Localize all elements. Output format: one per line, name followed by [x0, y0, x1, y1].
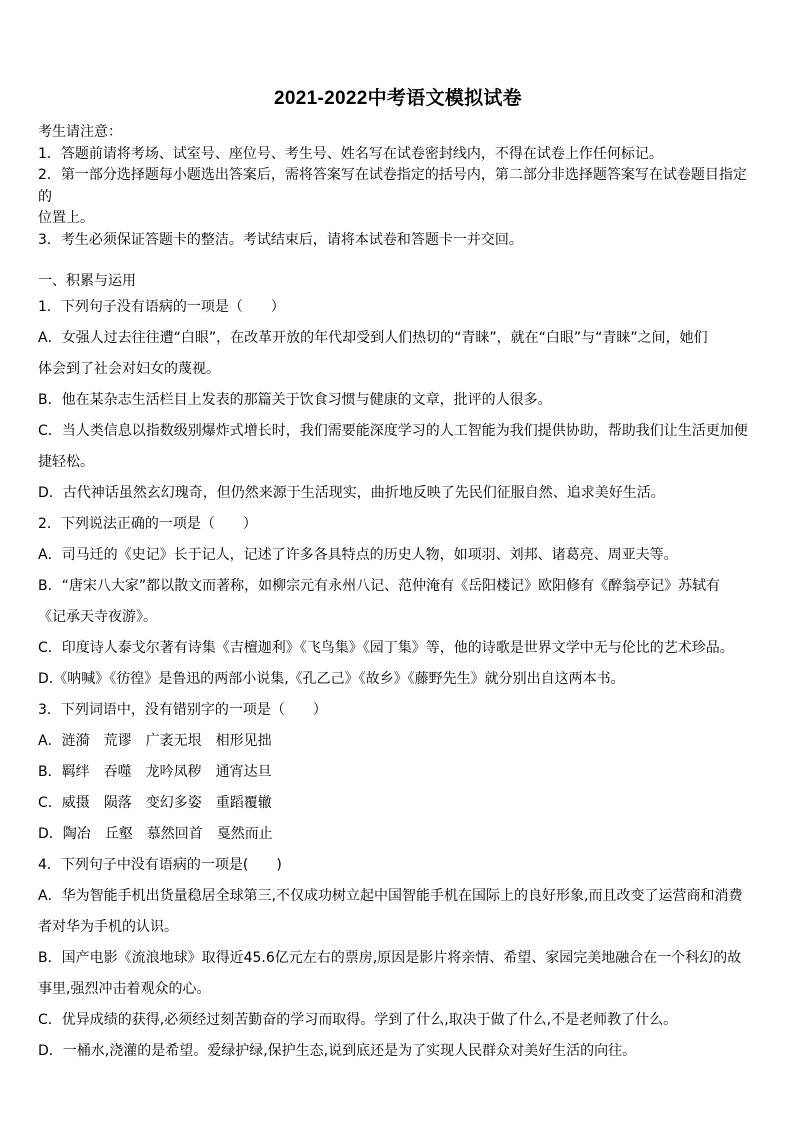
question-stem: 4．下列句子中没有语病的一项是( ) — [38, 857, 282, 873]
option-line: 者对华为手机的认识。 — [38, 919, 178, 935]
question-stem: 2．下列说法正确的一项是（ ） — [38, 516, 257, 532]
notice-item: 位置上。 — [38, 210, 94, 226]
notice-item: 3．考生必须保证答题卡的整洁。考试结束后，请将本试卷和答题卡一并交回。 — [38, 231, 523, 248]
option-line: 体会到了社会对妇女的蔑视。 — [38, 361, 220, 377]
page-title: 2021-2022中考语文模拟试卷 — [274, 88, 522, 109]
notice-heading: 考生请注意： — [38, 124, 122, 140]
option-line: B．“唐宋八大家”都以散文而著称，如柳宗元有永州八记、范仲淹有《岳阳楼记》欧阳修有《醉翁亭记》苏轼有 — [38, 578, 721, 594]
option-line: B．羁绊 吞噬 龙吟凤秽 通宵达旦 — [38, 764, 272, 780]
option-line: D．古代神话虽然玄幻瑰奇，但仍然来源于生活现实，曲折地反映了先民们征服自然、追求美好生活。 — [38, 485, 665, 501]
option-line: C．当人类信息以指数级别爆炸式增长时，我们需要能深度学习的人工智能为我们提供协助，帮助我们让生活更加便 — [38, 423, 748, 439]
option-line: A．司马迁的《史记》长于记人，记述了许多各具特点的历史人物，如项羽、刘邦、诸葛亮、周亚夫等。 — [38, 547, 678, 563]
option-line: A．女强人过去往往遭“白眼”，在改革开放的年代却受到人们热切的“青睐”，就在“白眼”与“青睐”之间，她们 — [38, 330, 708, 346]
question-1 — [38, 292, 758, 509]
option-line: C．优异成绩的获得,必须经过刻苦勤奋的学习而取得。学到了什么,取决于做了什么,不是老师教了什么。 — [38, 1012, 678, 1028]
option-line: A．华为智能手机出货量稳居全球第三,不仅成功树立起中国智能手机在国际上的良好形象,而且改变了运营商和消费 — [38, 888, 743, 904]
option-line: B．国产电影《流浪地球》取得近45.6亿元左右的票房,原因是影片将亲情、希望、家园完美地融合在一个科幻的故 — [38, 950, 742, 966]
option-line: A．涟漪 荒谬 广袤无垠 相形见拙 — [38, 733, 272, 749]
notice-block — [38, 122, 758, 251]
question-3 — [38, 695, 758, 850]
option-line: 事里,强烈冲击着观众的心。 — [38, 981, 211, 997]
option-line: 《记承天寺夜游》。 — [38, 609, 157, 625]
option-line: D．一桶水,浇灌的是希望。爱绿护绿,保护生态,说到底还是为了实现人民群众对美好生活的向往。 — [38, 1043, 637, 1059]
question-4 — [38, 850, 758, 1067]
option-line: B．他在某杂志生活栏目上发表的那篇关于饮食习惯与健康的文章，批评的人很多。 — [38, 392, 552, 408]
option-line: 捷轻松。 — [38, 454, 94, 470]
option-line: D．陶冶 丘壑 慕然回首 戛然而止 — [38, 826, 273, 842]
question-stem: 3．下列词语中，没有错别字的一项是（ ） — [38, 702, 327, 718]
option-line: C．威摄 陨落 变幻多姿 重蹈覆辙 — [38, 795, 272, 811]
notice-item: 1．答题前请将考场、试室号、座位号、考生号、姓名写在试卷密封线内，不得在试卷上作任何标记。 — [38, 145, 663, 162]
question-2 — [38, 509, 758, 695]
option-line: C．印度诗人泰戈尔著有诗集《吉檀迦利》《飞鸟集》《园丁集》等，他的诗歌是世界文学中无与伦比的艺术珍品。 — [38, 640, 734, 656]
option-line: D.《呐喊》《彷徨》是鲁迅的两部小说集,《孔乙己》《故乡》《藤野先生》就分别出自这两本书。 — [38, 671, 625, 687]
question-stem: 1．下列句子没有语病的一项是（ ） — [38, 299, 285, 315]
notice-item: 2．第一部分选择题每小题选出答案后，需将答案写在试卷指定的括号内，第二部分非选择题答案写在试卷题目指定的 — [38, 167, 747, 205]
section-heading: 一、积累与运用 — [38, 273, 136, 289]
